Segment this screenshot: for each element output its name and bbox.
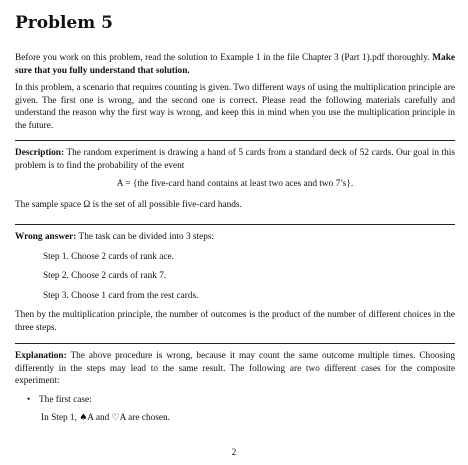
multiplication-principle-text: Then by the multiplication principle, the number of outcomes is the product of the number of different choices in the three steps. [15,310,455,333]
step-item: Step 1. Choose 2 cards of rank ace. [43,251,174,262]
page-number: 2 [231,448,237,458]
bullet-text: The first case: [39,394,92,405]
divider [15,343,455,344]
explanation-label: Explanation: [15,351,67,361]
intro-bold-text: Make sure that you fully understand that solution. [15,53,455,76]
document-page [15,12,455,425]
case-text [41,412,455,425]
case-prefix: In Step 1, [41,413,80,423]
bullet-icon: • [27,394,31,405]
wrong-answer-paragraph [15,231,455,244]
sample-space-text: The sample space Ω is the set of all possible five-card hands. [15,199,242,210]
explanation-paragraph [15,350,455,388]
intro-paragraph [15,52,455,77]
description-paragraph [15,147,455,172]
explanation-text: The above procedure is wrong, because it may count the same outcome multiple times. Choosing differently in the steps may lead to the same result. The following are two different cases for the composite experiment: [15,351,455,386]
problem-title: Problem 5 [15,13,113,33]
scenario-paragraph: In this problem, a scenario that requires counting is given. Two different ways of using the multiplication principle are given. The first one is wrong, and the second one is correct. Please read the following materials carefully and understand the reason why the first way is wrong, and keep this in mind when you use the multiplication principle in the future. [15,83,455,131]
step-item: Step 2. Choose 2 cards of rank 7. [43,271,167,281]
description-label: Description: [15,148,65,158]
wrong-answer-label: Wrong answer: [15,232,77,242]
divider [15,224,455,225]
event-definition: A = {the five-card hand contains at least two aces and two 7’s}. [116,179,354,189]
heart-icon: ♡ [111,413,120,423]
case-end-text: A are chosen. [119,413,170,423]
intro-text: Before you work on this problem, read the solution to Example 1 in the file Chapter 3 (Part 1).pdf thoroughly. [15,53,433,63]
description-text: The random experiment is drawing a hand of 5 cards from a standard deck of 52 cards. Our goal in this problem is to find the probability of the event [15,148,455,171]
step-item: Step 3. Choose 1 card from the rest cards. [43,290,199,301]
list-item [27,394,455,407]
divider [15,140,455,141]
wrong-answer-text: The task can be divided into 3 steps: [76,232,215,242]
spade-icon: ♠ [79,413,88,423]
case-mid-text: A and [87,413,112,423]
